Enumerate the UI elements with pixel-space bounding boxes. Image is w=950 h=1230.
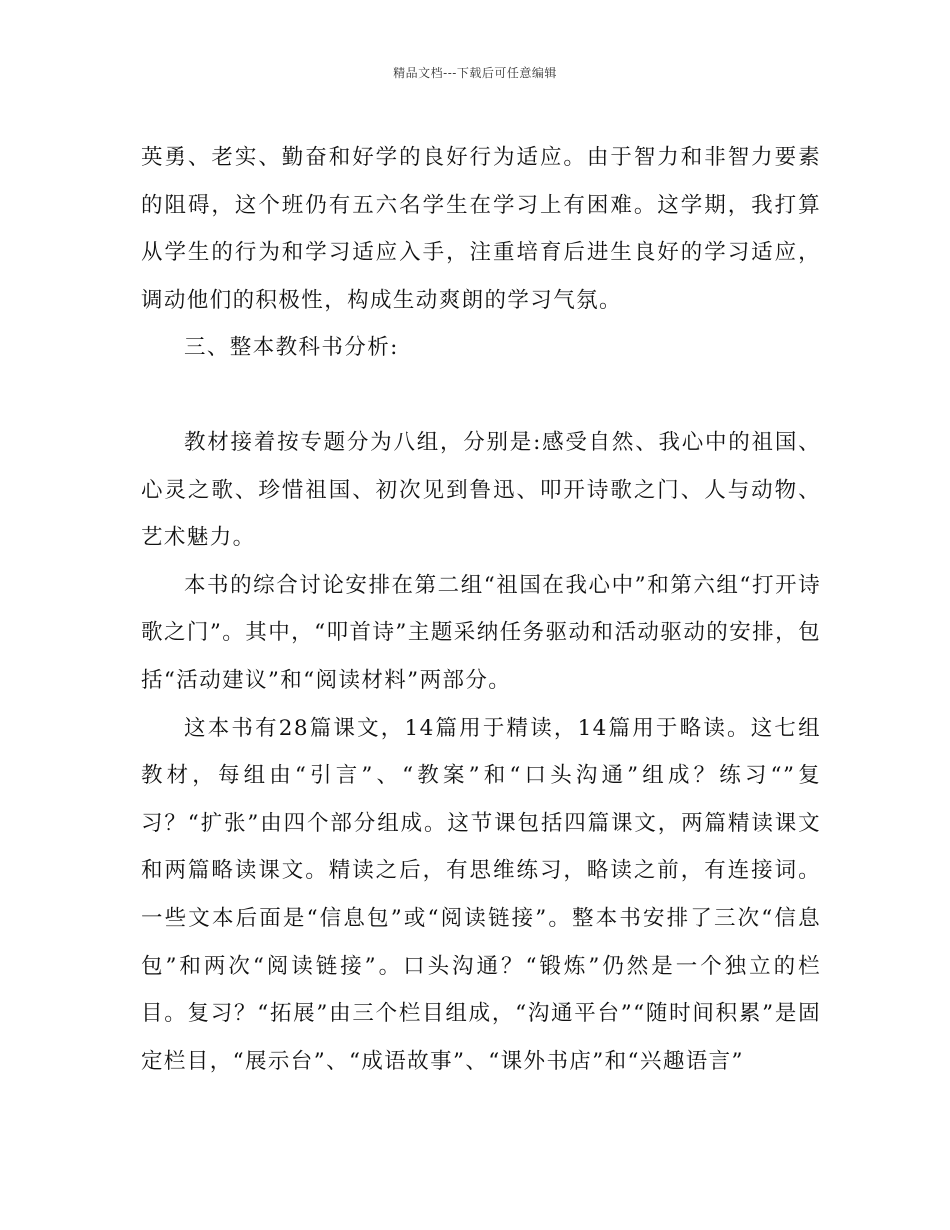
- document-body: [141, 134, 821, 1085]
- paragraph-2: 教材接着按专题分为八组，分别是:感受自然、我心中的祖国、心灵之歌、珍惜祖国、初次见到鲁迅、叩开诗歌之门、人与动物、艺术魅力。: [141, 429, 821, 551]
- paragraph-1: 英勇、老实、勤奋和好学的良好行为适应。由于智力和非智力要素的阻碍，这个班仍有五六名学生在学习上有困难。这学期，我打算从学生的行为和学习适应入手，注重培育后进生良好的学习适应，调动他们的积极性，构成生动爽朗的学习气氛。: [141, 145, 821, 313]
- paragraph-3: 本书的综合讨论安排在第二组“祖国在我心中”和第六组“打开诗歌之门”。其中，“叩首诗”主题采纳任务驱动和活动驱动的安排，包括“活动建议”和“阅读材料”两部分。: [141, 572, 821, 693]
- page-header: 精品文档---下载后可任意编辑: [393, 66, 557, 80]
- blank-line: [141, 372, 821, 419]
- paragraph-4: 这本书有28篇课文，14篇用于精读，14篇用于略读。这七组教材，每组由“引言”、“教案”和“口头沟通”组成？练习“”复习？“扩张”由四个部分组成。这节课包括四篇课文，两篇精读课文和两篇略读课文。精读之后，有思维练习，略读之前，有连接词。一些文本后面是“信息包”或“阅读链接”。整本书安排了三次“信息包”和两次“阅读链接”。口头沟通？“锻炼”仍然是一个独立的栏目。复习？“拓展”由三个栏目组成，“沟通平台”“随时间积累”是固定栏目，“展示台”、“成语故事”、“课外书店”和“兴趣语言”: [141, 715, 821, 1074]
- section-heading: 三、整本教科书分析:: [184, 335, 399, 361]
